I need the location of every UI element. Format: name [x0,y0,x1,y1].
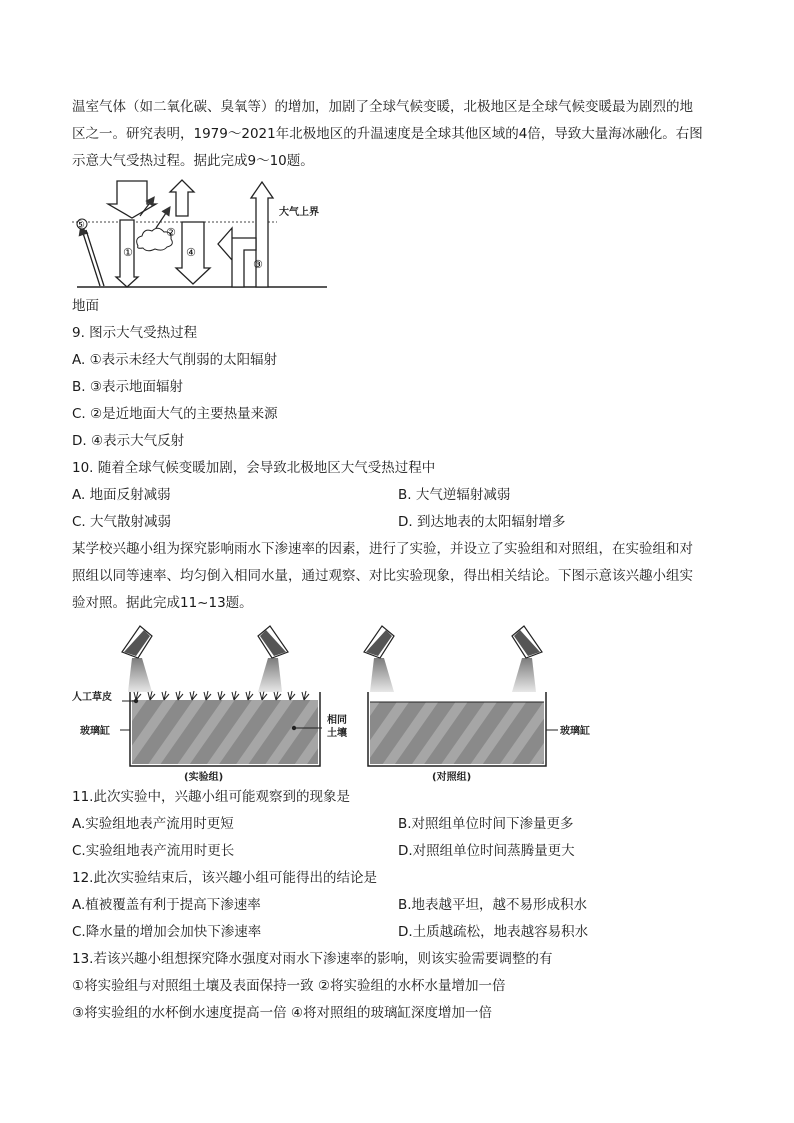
ground-label: 地面 [72,298,99,314]
water-cup-right-1 [364,626,394,692]
arrow-1 [108,181,156,218]
q12-stem: 12.此次实验结束后，该兴趣小组可能得出的结论是 [72,870,377,886]
arrow-5 [82,230,100,286]
infiltration-experiment-diagram [72,622,612,784]
label-artificial-turf: 人工草皮 [72,692,112,703]
q10-option-c[interactable]: C. 大气散射减弱 [72,514,172,530]
intro2-line-2: 照组以同等速率、均匀倒入相同水量，通过观察、对比实验现象，得出相关结论。下图示意该兴趣小组实 [72,568,693,584]
atmosphere-heating-diagram [72,176,334,294]
intro2-line-3: 验对照。据此完成11~13题。 [72,595,253,611]
marker-3: ③ [253,258,263,271]
artificial-turf [134,691,309,700]
q12-option-d[interactable]: D.土质越疏松，地表越容易积水 [398,924,589,940]
q10-option-b[interactable]: B. 大气逆辐射减弱 [398,487,511,503]
q9-option-c[interactable]: C. ②是近地面大气的主要热量来源 [72,406,278,422]
q11-stem: 11.此次实验中，兴趣小组可能观察到的现象是 [72,789,350,805]
q13-stem: 13.若该兴趣小组想探究降水强度对雨水下渗速率的影响，则该实验需要调整的有 [72,951,553,967]
arrow-4-up [170,180,194,216]
arrow-3 [251,182,273,287]
q9-option-a[interactable]: A. ①表示未经大气削弱的太阳辐射 [72,352,278,368]
q13-options-2: ③将实验组的水杯倒水速度提高一倍 ④将对照组的玻璃缸深度增加一倍 [72,1005,492,1021]
marker-4: ④ [186,246,196,259]
arrow-5-edge [86,230,104,286]
label-glass-tank-left: 玻璃缸 [80,726,110,737]
soil-experiment [132,700,318,764]
label-glass-tank-right: 玻璃缸 [560,726,590,737]
water-cup-right-2 [512,626,542,692]
q11-option-a[interactable]: A.实验组地表产流用时更短 [72,816,234,832]
q12-option-c[interactable]: C.降水量的增加会加快下渗速率 [72,924,262,940]
caption-experiment: (实验组) [184,772,224,783]
q9-option-d[interactable]: D. ④表示大气反射 [72,433,185,449]
caption-control: (对照组) [432,772,472,783]
marker-1: ① [123,246,133,259]
soil-control [370,702,544,764]
marker-5: ⑤ [76,220,85,231]
q12-option-a[interactable]: A.植被覆盖有利于提高下渗速率 [72,897,261,913]
intro-line-3: 示意大气受热过程。据此完成9～10题。 [72,153,314,169]
q11-option-d[interactable]: D.对照组单位时间蒸腾量更大 [398,843,575,859]
atmosphere-top-label: 大气上界 [279,207,319,218]
water-cup-left-1 [122,626,152,692]
q9-stem: 9. 图示大气受热过程 [72,325,198,341]
intro-line-2: 区之一。研究表明，1979～2021年北极地区的升温速度是全球其他区域的4倍，导致大量海冰融化。右图 [72,126,703,142]
water-cup-left-2 [258,626,288,692]
q10-option-d[interactable]: D. 到达地表的太阳辐射增多 [398,514,566,530]
soil-pointer-dot [292,726,296,730]
marker-2: ② [166,226,176,239]
label-same-soil-1: 相同 [327,715,347,726]
q10-option-a[interactable]: A. 地面反射减弱 [72,487,171,503]
intro2-line-1: 某学校兴趣小组为探究影响雨水下渗速率的因素，进行了实验，并设立了实验组和对照组，在实验组和对 [72,541,693,557]
q11-option-c[interactable]: C.实验组地表产流用时更长 [72,843,235,859]
q11-option-b[interactable]: B.对照组单位时间下渗量更多 [398,816,574,832]
intro-line-1: 温室气体（如二氧化碳、臭氧等）的增加，加剧了全球气候变暖，北极地区是全球气候变暖最为剧烈的地 [72,99,693,115]
q9-option-b[interactable]: B. ③表示地面辐射 [72,379,183,395]
arrow-counter [218,228,256,287]
q10-stem: 10. 随着全球气候变暖加剧，会导致北极地区大气受热过程中 [72,460,436,476]
q12-option-b[interactable]: B.地表越平坦，越不易形成积水 [398,897,588,913]
turf-pointer-dot [134,699,138,703]
q13-options-1: ①将实验组与对照组土壤及表面保持一致 ②将实验组的水杯水量增加一倍 [72,978,506,994]
label-same-soil-2: 土壤 [327,728,347,739]
